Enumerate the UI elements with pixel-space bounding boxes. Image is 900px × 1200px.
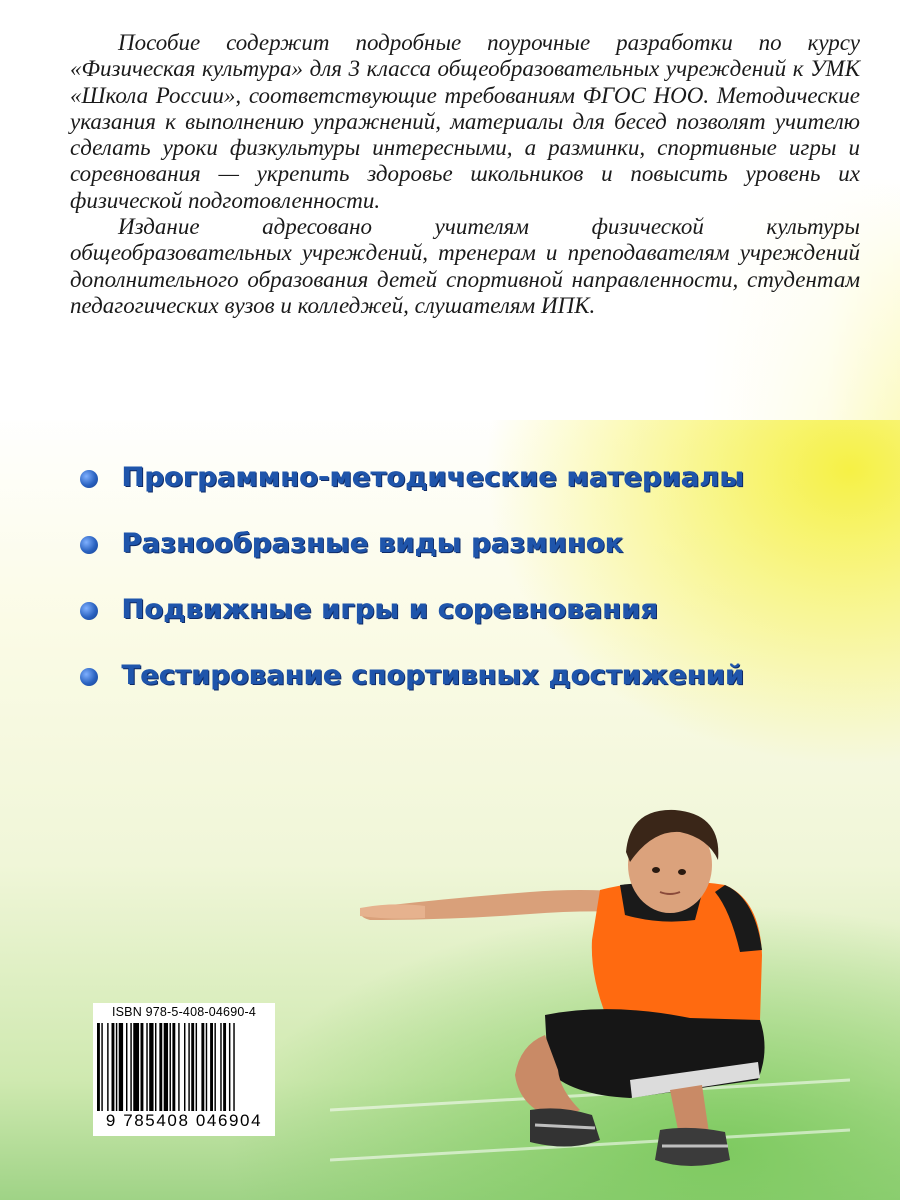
feature-item bbox=[80, 592, 840, 628]
feature-item bbox=[80, 526, 840, 562]
feature-label: Программно-методические материалы bbox=[122, 462, 745, 493]
description-paragraph-2: Издание адресовано учителям физической культуры общеобразовательных учреждений, тренерам и преподавателям учреждений дополнительного образования детей спортивной направленности, студентам педагогических вузов и колледжей, слушателям ИПК. bbox=[70, 214, 860, 318]
boy-exercising-illustration bbox=[330, 780, 850, 1200]
feature-item bbox=[80, 460, 840, 496]
barcode-digits: 9 785408 046904 bbox=[105, 1111, 263, 1130]
bullet-icon bbox=[80, 470, 98, 488]
feature-label: Подвижные игры и соревнования bbox=[122, 594, 659, 625]
bullet-icon bbox=[80, 536, 98, 554]
description-block bbox=[70, 30, 860, 319]
isbn-barcode bbox=[93, 1003, 275, 1136]
bullet-icon bbox=[80, 602, 98, 620]
description-paragraph-1: Пособие содержит подробные поурочные разработки по курсу «Физическая культура» для 3 класса общеобразовательных учреждений к УМК «Школа России», соответствующие требованиям ФГОС НОО. Методические указания к выполнению упражнений, материалы для бесед позволят учителю сделать уроки физкультуры интересными, а разминки, спортивные игры и соревнования — укрепить здоровье школьников и повысить уровень их физической подготовленности. bbox=[70, 30, 860, 213]
feature-label: Тестирование спортивных достижений bbox=[122, 660, 745, 691]
isbn-label: ISBN 978-5-408-04690-4 bbox=[111, 1005, 257, 1019]
feature-label: Разнообразные виды разминок bbox=[122, 528, 624, 559]
feature-list bbox=[80, 460, 840, 724]
feature-item bbox=[80, 658, 840, 694]
barcode-bars bbox=[97, 1023, 271, 1111]
bullet-icon bbox=[80, 668, 98, 686]
